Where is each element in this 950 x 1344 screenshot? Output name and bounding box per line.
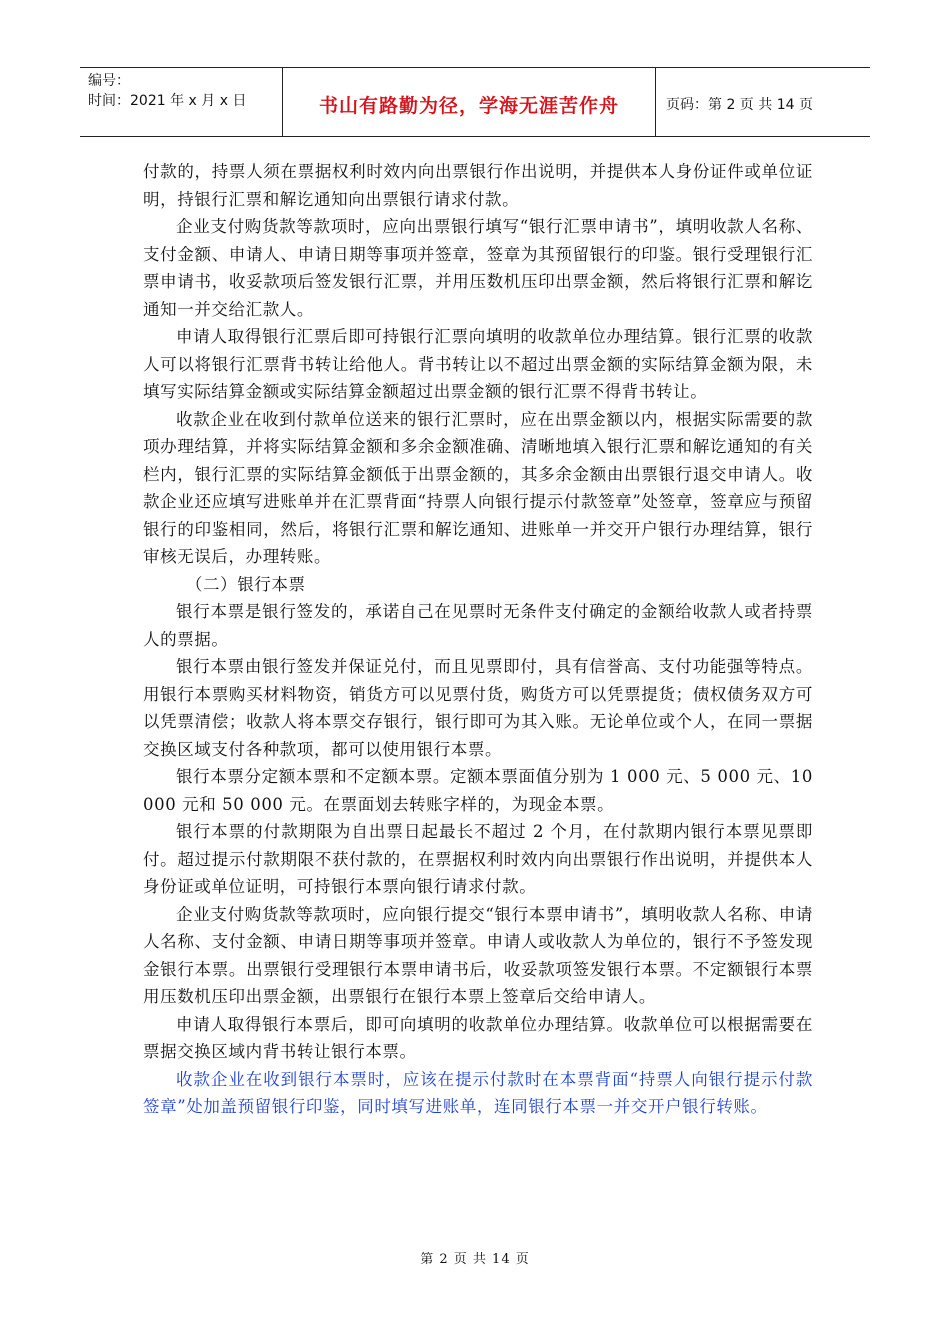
- highlighted-paragraph: 收款企业在收到银行本票时，应该在提示付款时在本票背面“持票人向银行提示付款签章”处加盖预留银行印鉴，同时填写进账单，连同银行本票一并交开户银行转账。: [143, 1069, 813, 1116]
- body-paragraph: 银行本票分定额本票和不定额本票。定额本票面值分别为 1 000 元、5 000 元、10 000 元和 50 000 元。在票面划去转账字样的，为现金本票。: [143, 767, 813, 814]
- body-paragraph: 企业支付购货款等款项时，应向银行提交“银行本票申请书”，填明收款人名称、申请人名称、支付金额、申请日期等事项并签章。申请人或收款人为单位的，银行不予签发现金银行本票。出票银行受理银行本票申请书后，收妥款项签发银行本票。不定额银行本票用压数机压印出票金额，出票银行在银行本票上签章后交给申请人。: [143, 904, 813, 1006]
- header-meta: [80, 68, 283, 136]
- body-paragraph: 申请人取得银行汇票后即可持银行汇票向填明的收款单位办理结算。银行汇票的收款人可以将银行汇票背书转让给他人。背书转让以不超过出票金额的实际结算金额为限，未填写实际结算金额或实际结算金额超过出票金额的银行汇票不得背书转让。: [143, 327, 813, 401]
- header-motto: 书山有路勤为径，学海无涯苦作舟: [283, 68, 656, 136]
- body-paragraph: 申请人取得银行本票后，即可向填明的收款单位办理结算。收款单位可以根据需要在票据交换区域内背书转让银行本票。: [143, 1014, 813, 1061]
- body-paragraph: 收款企业在收到付款单位送来的银行汇票时，应在出票金额以内，根据实际需要的款项办理结算，并将实际结算金额和多余金额准确、清晰地填入银行汇票和解讫通知的有关栏内，银行汇票的实际结算金额低于出票金额的，其多余金额由出票银行退交申请人。收款企业还应填写进账单并在汇票背面“持票人向银行提示付款签章”处签章，签章应与预留银行的印鉴相同，然后，将银行汇票和解讫通知、进账单一并交开户银行办理结算，银行审核无误后，办理转账。: [143, 409, 813, 566]
- body-paragraph: 银行本票由银行签发并保证兑付，而且见票即付，具有信誉高、支付功能强等特点。用银行本票购买材料物资，销货方可以见票付货，购货方可以凭票提货；债权债务双方可以凭票清偿；收款人将本票交存银行，银行即可为其入账。无论单位或个人，在同一票据交换区域支付各种款项，都可以使用银行本票。: [143, 657, 813, 759]
- document-number-label: 编号：: [88, 73, 130, 89]
- page-header: [80, 67, 870, 137]
- document-date-label: 时间：2021 年 x 月 x 日: [88, 93, 247, 109]
- page-footer: 第 2 页 共 14 页: [420, 1252, 530, 1267]
- body-paragraph: 企业支付购货款等款项时，应向出票银行填写“银行汇票申请书”，填明收款人名称、支付金额、申请人、申请日期等事项并签章，签章为其预留银行的印鉴。银行受理银行汇票申请书，收妥款项后签发银行汇票，并用压数机压印出票金额，然后将银行汇票和解讫通知一并交给汇款人。: [143, 217, 813, 319]
- body-paragraph: 银行本票的付款期限为自出票日起最长不超过 2 个月，在付款期内银行本票见票即付。超过提示付款期限不获付款的，在票据权利时效内向出票银行作出说明，并提供本人身份证或单位证明，可持银行本票向银行请求付款。: [143, 822, 813, 896]
- document-body: [143, 158, 813, 1121]
- body-paragraph: 付款的，持票人须在票据权利时效内向出票银行作出说明，并提供本人身份证件或单位证明，持银行汇票和解讫通知向出票银行请求付款。: [143, 162, 813, 209]
- section-heading: （二）银行本票: [185, 574, 306, 594]
- body-paragraph: 银行本票是银行签发的，承诺自己在见票时无条件支付确定的金额给收款人或者持票人的票据。: [143, 602, 813, 649]
- header-page-info: 页码：第 2 页 共 14 页: [666, 97, 813, 113]
